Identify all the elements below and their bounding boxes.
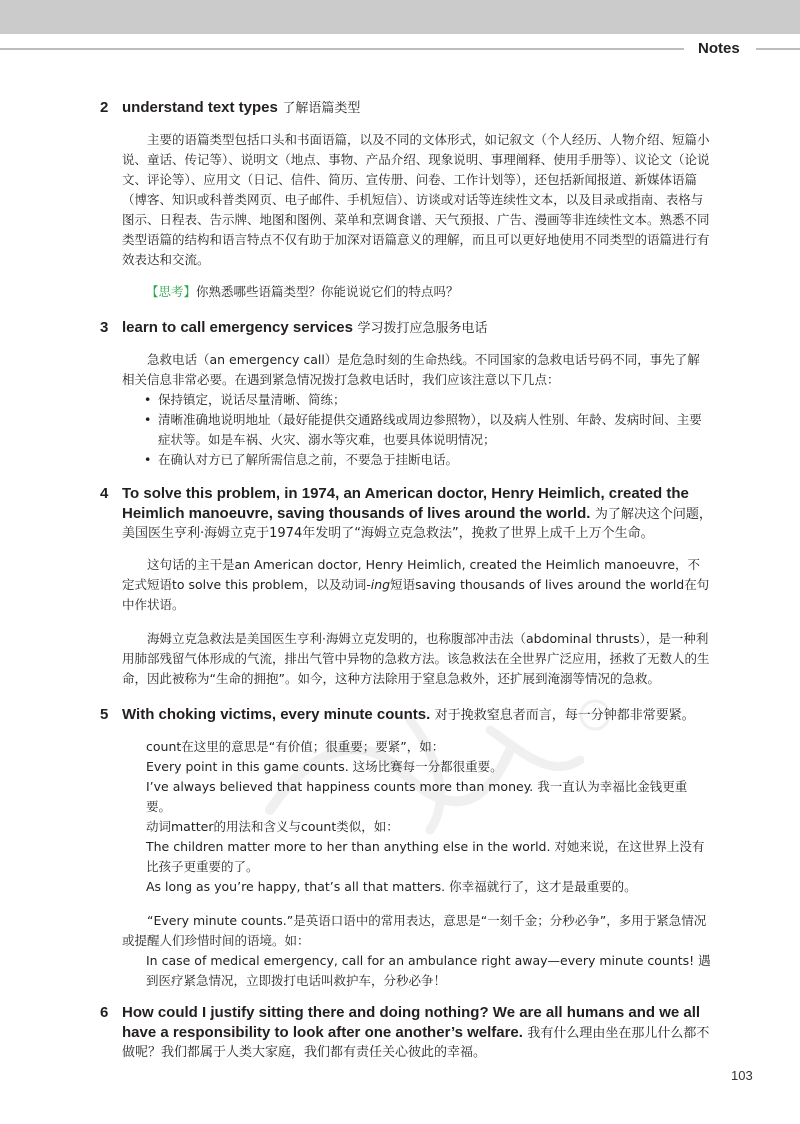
note-number: 5	[100, 706, 109, 723]
note-paragraph: 海姆立克急救法是美国医生亨利·海姆立克发明的，也称腹部冲击法（abdominal thrusts），是一种利用肺部残留气体形成的气流，排出气管中异物的急救方法。该急救法在全世界广泛应用，拯救了无数人的生命，因此被称为“生命的拥抱”。如今，这种方法除用于窒息急救外，还扩展到淹溺等情况的急救。	[122, 631, 710, 686]
note-heading	[122, 98, 712, 118]
notes-label: Notes	[698, 40, 740, 57]
note-5	[100, 705, 712, 991]
heading-en: To solve this problem, in 1974, an American doctor, Henry Heimlich, created the Heimlich manoeuvre, saving thousands of lives around the world.	[122, 485, 689, 522]
heading-zh: 对于挽救窒息者而言，每一分钟都非常要紧。	[434, 708, 695, 723]
header-rule-left	[0, 48, 684, 50]
note-number: 3	[100, 319, 109, 336]
note-paragraph: 主要的语篇类型包括口头和书面语篇，以及不同的文体形式，如记叙文（个人经历、人物介绍、短篇小说、童话、传记等）、说明文（地点、事物、产品介绍、现象说明、事理阐释、使用手册等）、议论文（论说文、评论等）、应用文（日记、信件、简历、宣传册、问卷、工作计划等），还包括新闻报道、新媒体语篇（博客、知识或科普类网页、电子邮件、手机短信）、访谈或对话等连续性文本，以及目录或指南、表格与图示、日程表、告示牌、地图和图例、菜单和烹调食谱、天气预报、广告、漫画等非连续性文本。熟悉不同类型语篇的结构和语言特点不仅有助于加深对语篇意义的理解，而且可以更好地使用不同类型的语篇进行有效表达和交流。	[122, 132, 710, 267]
note-3	[100, 318, 712, 470]
bullet-list	[142, 390, 712, 470]
example-line: 动词matter的用法和含义与count类似，如：	[146, 819, 399, 834]
think-prompt	[146, 282, 712, 302]
heading-en: understand text types	[122, 99, 278, 116]
note-number: 6	[100, 1004, 109, 1021]
example-line: As long as you’re happy, that’s all that matters. 你幸福就行了，这才是最重要的。	[146, 879, 637, 894]
note-paragraph: 急救电话（an emergency call）是危急时刻的生命热线。不同国家的急救电话号码不同，事先了解相关信息非常必要。在遇到紧急情况拨打急救电话时，我们应该注意以下几点：	[122, 352, 700, 387]
note-6	[100, 1003, 712, 1062]
list-item: • 保持镇定，说话尽量清晰、简练；	[144, 392, 346, 407]
usage-examples	[146, 737, 712, 897]
heading-en: With choking victims, every minute counts.	[122, 706, 431, 723]
note-2	[100, 98, 712, 302]
example-line: count在这里的意思是“有价值；很重要；要紧”，如：	[146, 739, 445, 754]
think-tag: 【思考】	[146, 284, 197, 299]
example-line: I’ve always believed that happiness counts more than money. 我一直认为幸福比金钱更重要。	[146, 779, 688, 814]
note-heading	[122, 705, 712, 725]
top-gray-band	[0, 0, 800, 34]
example-line: Every point in this game counts. 这场比赛每一分都很重要。	[146, 759, 503, 774]
note-4	[100, 484, 712, 689]
note-heading	[122, 318, 712, 338]
example-line: The children matter more to her than anything else in the world. 对她来说，在这世界上没有比孩子更重要的了。	[146, 839, 705, 874]
note-number: 2	[100, 99, 109, 116]
note-paragraph: “Every minute counts.”是英语口语中的常用表达，意思是“一刻千金；分秒必争”，多用于紧急情况或提醒人们珍惜时间的语境。如：	[122, 913, 707, 948]
note-heading	[122, 1003, 712, 1062]
heading-en: How could I justify sitting there and doing nothing? We are all humans and we all have a responsibility to look after one another’s welfare.	[122, 1004, 701, 1041]
header-rule-right	[756, 48, 800, 50]
heading-zh: 了解语篇类型	[282, 101, 361, 116]
note-heading	[122, 484, 712, 543]
notes-content	[100, 98, 712, 1062]
heading-zh: 为了解决这个问题，美国医生亨利·海姆立克于1974年发明了“海姆立克急救法”，挽救了世界上成千上万个生命。	[122, 507, 712, 541]
heading-zh: 学习拨打应急服务电话	[357, 321, 488, 336]
heading-zh: 我有什么理由坐在那儿什么都不做呢？我们都属于人类大家庭，我们都有责任关心彼此的幸福。	[122, 1026, 710, 1060]
list-item: • 在确认对方已了解所需信息之前，不要急于挂断电话。	[144, 452, 459, 467]
note-paragraph: 这句话的主干是an American doctor, Henry Heimlich, created the Heimlich manoeuvre，不定式短语to solve this problem，以及动词-ing短语saving thousands of lives around the world在句中作状语。	[122, 557, 710, 612]
list-item: • 清晰准确地说明地址（最好能提供交通路线或周边参照物），以及病人性别、年龄、发病时间、主要症状等。如是车祸、火灾、溺水等灾难，也要具体说明情况；	[144, 412, 702, 447]
heading-en: learn to call emergency services	[122, 319, 353, 336]
page-number: 103	[731, 1068, 753, 1083]
think-text: 你熟悉哪些语篇类型？你能说说它们的特点吗？	[196, 284, 459, 299]
note-number: 4	[100, 485, 109, 502]
example-line: In case of medical emergency, call for an ambulance right away—every minute counts! 遇到医疗紧急情况，立即拨打电话叫救护车，分秒必争！	[146, 953, 711, 988]
